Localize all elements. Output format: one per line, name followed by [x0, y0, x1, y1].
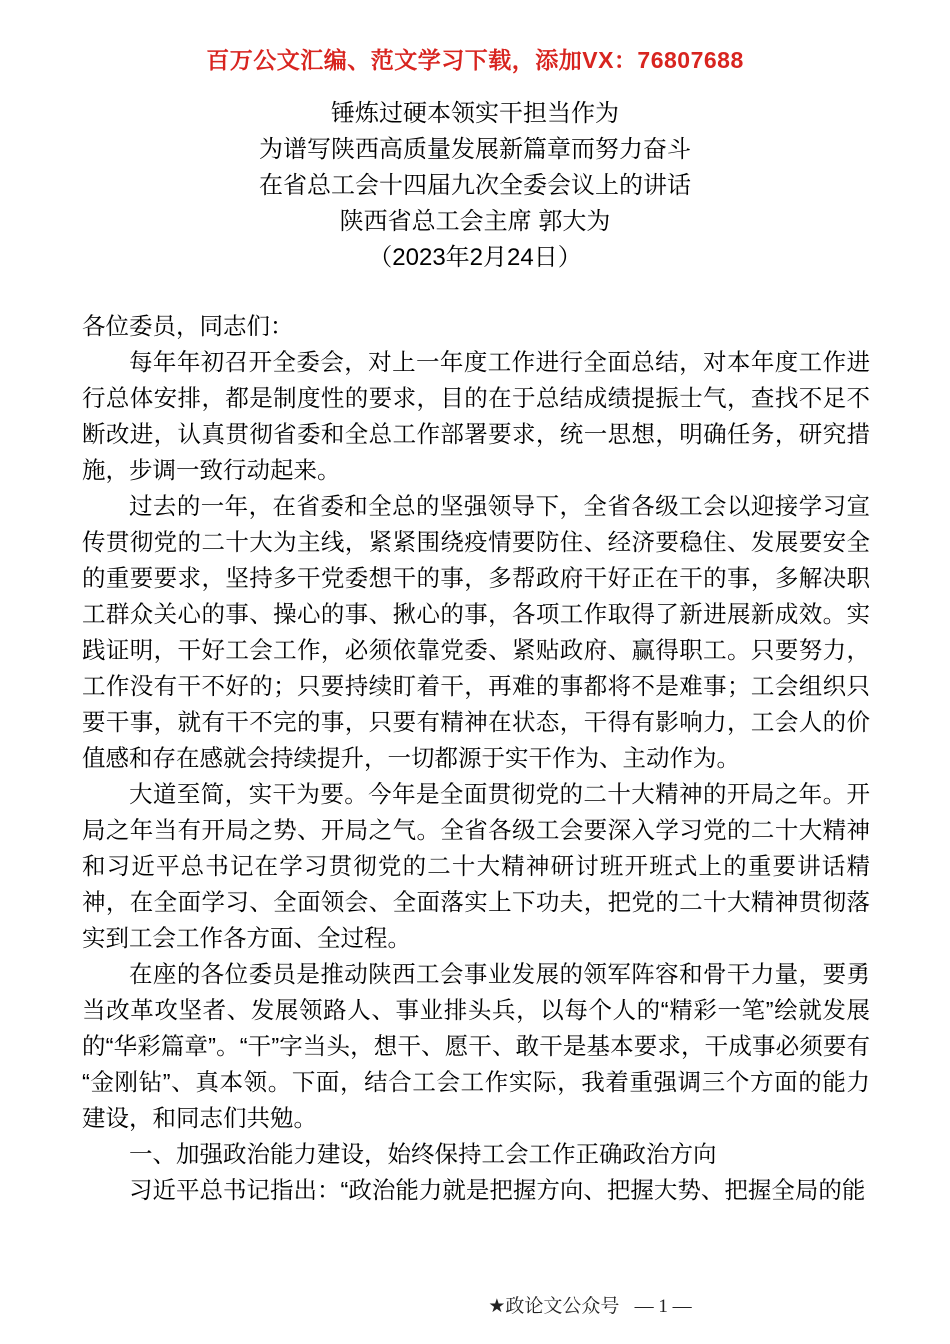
- salutation: 各位委员，同志们：: [82, 313, 294, 339]
- page-number: — 1 —: [634, 1296, 692, 1317]
- paragraph-1: 每年年初召开全委会，对上一年度工作进行全面总结，对本年度工作进行总体安排，都是制度性的要求，目的在于总结成绩提振士气，查找不足不断改进，认真贯彻省委和全总工作部署要求，统一思想，明确任务，研究措施，步调一致行动起来。: [82, 349, 870, 483]
- title-line-1: 锤炼过硬本领实干担当作为: [331, 100, 619, 127]
- footer-account-mark: ★政论文公众号: [488, 1295, 620, 1317]
- title-author-line: 陕西省总工会主席 郭大为: [339, 208, 611, 235]
- page-footer: [0, 1291, 950, 1318]
- paragraph-5: 习近平总书记指出：“政治能力就是把握方向、把握大势、把握全局的能: [129, 1177, 866, 1203]
- document-body: [82, 308, 870, 1208]
- title-date-line: （2023年2月24日）: [368, 244, 582, 271]
- paragraph-3: 大道至简，实干为要。今年是全面贯彻党的二十大精神的开局之年。开局之年当有开局之势、开局之气。全省各级工会要深入学习党的二十大精神和习近平总书记在学习贯彻党的二十大精神研讨班开班式上的重要讲话精神，在全面学习、全面领会、全面落实上下功夫，把党的二十大精神贯彻落实到工会工作各方面、全过程。: [82, 781, 870, 951]
- paragraph-4: 在座的各位委员是推动陕西工会事业发展的领军阵容和骨干力量，要勇当改革攻坚者、发展领路人、事业排头兵，以每个人的“精彩一笔”绘就发展的“华彩篇章”。“干”字当头，想干、愿干、敢干是基本要求，干成事必须要有“金刚钻”、真本领。下面，结合工会工作实际，我着重强调三个方面的能力建设，和同志们共勉。: [82, 961, 870, 1131]
- title-line-3: 在省总工会十四届九次全委会议上的讲话: [259, 172, 691, 199]
- footer-content: [488, 1291, 691, 1318]
- paragraph-2: 过去的一年，在省委和全总的坚强领导下，全省各级工会以迎接学习宣传贯彻党的二十大为主线，紧紧围绕疫情要防住、经济要稳住、发展要安全的重要要求，坚持多干党委想干的事，多帮政府干好正在干的事，多解决职工群众关心的事、操心的事、揪心的事，各项工作取得了新进展新成效。实践证明，干好工会工作，必须依靠党委、紧贴政府、赢得职工。只要努力，工作没有干不好的；只要持续盯着干，再难的事都将不是难事；工会组织只要干事，就有干不完的事，只要有精神在状态，干得有影响力，工会人的价值感和存在感就会持续提升，一切都源于实干作为、主动作为。: [82, 493, 870, 771]
- promo-watermark-header: 百万公文汇编、范文学习下载，添加VX：76807688: [206, 47, 744, 73]
- section-heading-1: 一、加强政治能力建设，始终保持工会工作正确政治方向: [129, 1141, 717, 1167]
- document-title-block: [75, 96, 875, 276]
- title-line-2: 为谱写陕西高质量发展新篇章而努力奋斗: [259, 136, 691, 163]
